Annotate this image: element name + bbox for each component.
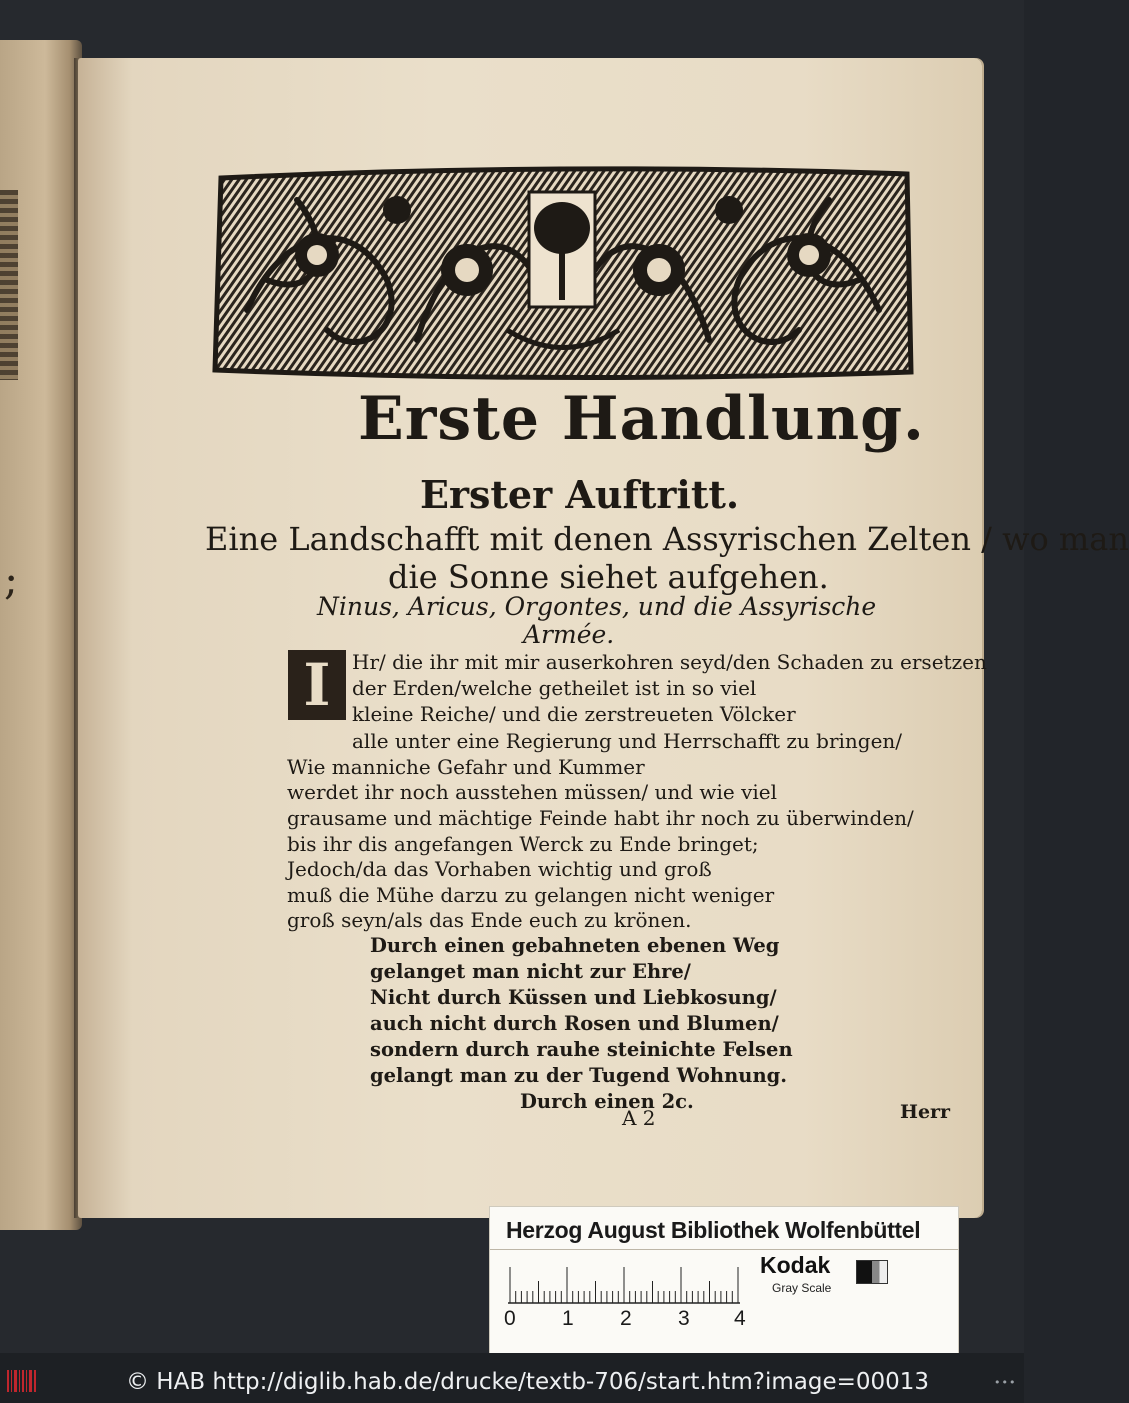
verse-line: muß die Mühe darzu zu gelangen nicht weniger bbox=[287, 883, 775, 907]
ruler-label: 0 bbox=[504, 1307, 516, 1330]
scene-heading: Erster Auftritt. bbox=[420, 472, 740, 517]
aria-line: gelanget man nicht zur Ehre/ bbox=[370, 960, 691, 983]
barcode-icon[interactable] bbox=[6, 1368, 38, 1394]
verse-line: Jedoch/da das Vorhaben wichtig und groß bbox=[287, 857, 712, 881]
more-menu-icon[interactable]: ••• bbox=[994, 1376, 1017, 1389]
copyright-url[interactable]: © HAB http://diglib.hab.de/drucke/textb-706/start.htm?image=00013 bbox=[126, 1369, 930, 1395]
color-scale-card bbox=[489, 1206, 959, 1354]
verse-line: kleine Reiche/ und die zerstreueten Völcker bbox=[352, 702, 796, 726]
characters-line: Armée. bbox=[523, 620, 615, 649]
catchword: Herr bbox=[900, 1101, 951, 1123]
drop-cap: I bbox=[288, 650, 346, 720]
ruler-label: 1 bbox=[562, 1307, 574, 1330]
ruler-label: 3 bbox=[678, 1307, 690, 1330]
signature-mark: A 2 bbox=[622, 1106, 656, 1130]
aria-line: sondern durch rauhe steinichte Felsen bbox=[370, 1038, 793, 1061]
card-divider bbox=[490, 1249, 958, 1250]
ruler-label: 4 bbox=[734, 1307, 746, 1330]
gray-scale-label: Gray Scale bbox=[772, 1281, 832, 1295]
kodak-logo: Kodak bbox=[760, 1252, 831, 1278]
verse-line: Hr/ die ihr mit mir auserkohren seyd/den Schaden zu ersetzen bbox=[352, 650, 987, 674]
left-page-ornament bbox=[0, 190, 18, 380]
verse-line: groß seyn/als das Ende euch zu krönen. bbox=[287, 908, 692, 932]
characters-line: Ninus, Aricus, Orgontes, und die Assyrische bbox=[317, 592, 877, 621]
library-name: Herzog August Bibliothek Wolfenbüttel bbox=[506, 1217, 921, 1243]
aria-line: auch nicht durch Rosen und Blumen/ bbox=[370, 1012, 779, 1035]
act-title: Erste Handlung. bbox=[358, 384, 925, 454]
verse-line: alle unter eine Regierung und Herrschafft zu bringen/ bbox=[352, 729, 903, 753]
verse-line: bis ihr dis angefangen Werck zu Ende bringet; bbox=[287, 832, 759, 856]
stage-setting-line: Eine Landschafft mit denen Assyrischen Zelten / wo man bbox=[205, 520, 1129, 558]
verse-line: der Erden/welche getheilet ist in so viel bbox=[352, 676, 757, 700]
aria-line: Durch einen gebahneten ebenen Weg bbox=[370, 934, 780, 957]
verse-line: werdet ihr noch ausstehen müssen/ und wie viel bbox=[287, 780, 778, 804]
verse-line: grausame und mächtige Feinde habt ihr noch zu überwinden/ bbox=[287, 806, 914, 830]
verse-line: Wie manniche Gefahr und Kummer bbox=[287, 755, 645, 779]
left-facing-page bbox=[0, 40, 82, 1230]
stage-setting-line: die Sonne siehet aufgehen. bbox=[388, 558, 829, 596]
aria-line: Durch einen 2c. bbox=[520, 1090, 694, 1113]
left-page-mark: ; bbox=[4, 555, 19, 604]
centimeter-ruler bbox=[508, 1265, 740, 1305]
woodcut-ornament bbox=[207, 160, 919, 388]
gray-scale-patch bbox=[856, 1260, 888, 1284]
ruler-label: 2 bbox=[620, 1307, 632, 1330]
aria-line: gelangt man zu der Tugend Wohnung. bbox=[370, 1064, 788, 1087]
aria-line: Nicht durch Küssen und Liebkosung/ bbox=[370, 986, 777, 1009]
